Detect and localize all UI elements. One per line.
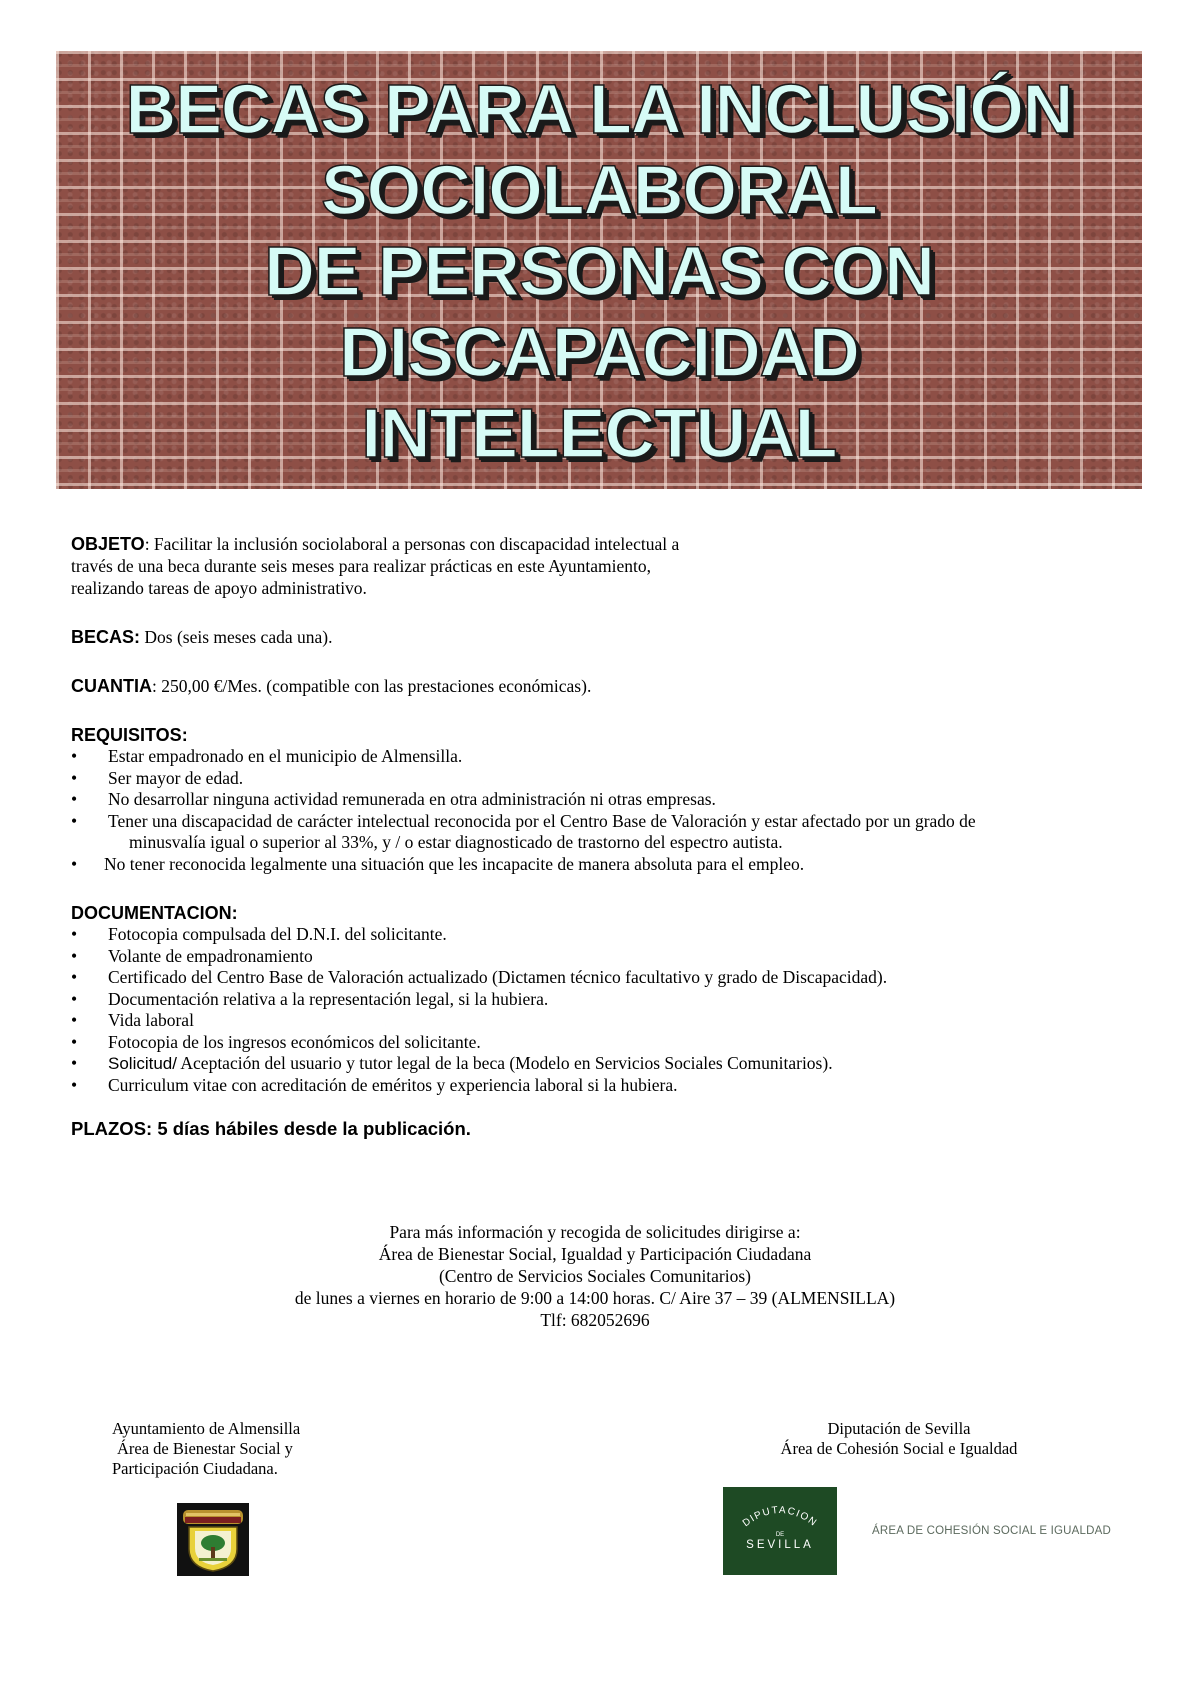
plazos-text: PLAZOS: 5 días hábiles desde la publicación. [71, 1118, 471, 1139]
title-line: DISCAPACIDAD [339, 313, 859, 391]
title-banner [56, 51, 1142, 489]
list-item: • Fotocopia compulsada del D.N.I. del solicitante. [71, 924, 447, 944]
documentacion-section [71, 902, 1131, 1096]
title-line: SOCIOLABORAL [321, 151, 877, 229]
requisitos-section [71, 724, 1131, 875]
page-title [56, 69, 1142, 474]
cuantia-label: CUANTIA [71, 676, 152, 696]
cuantia-text: : 250,00 €/Mes. (compatible con las prestaciones económicas). [152, 676, 592, 696]
documentacion-list [71, 924, 1131, 1096]
list-item: • Ser mayor de edad. [71, 767, 244, 788]
bullet-icon: • [71, 853, 78, 874]
objeto-section [71, 533, 1131, 599]
becas-label: BECAS: [71, 627, 141, 647]
bullet-icon: • [71, 1074, 78, 1095]
becas-section [71, 626, 1131, 648]
logo-de-text: DE [775, 1532, 785, 1538]
main-content [71, 533, 1131, 1140]
list-item: • Estar empadronado en el municipio de Almensilla. [71, 746, 463, 766]
list-item: • Fotocopia de los ingresos económicos del solicitante. [71, 1031, 481, 1052]
list-item: • Curriculum vitae con acreditación de eméritos y experiencia laboral si la hubiera. [71, 1074, 678, 1095]
logo-sevilla-text: SEVILLA [746, 1539, 814, 1551]
objeto-text: : Facilitar la inclusión sociolaboral a personas con discapacidad intelectual a [144, 534, 680, 554]
objeto-text: través de una beca durante seis meses para realizar prácticas en este Ayuntamiento, [71, 556, 652, 576]
list-item: • Solicitud/ Aceptación del usuario y tutor legal de la beca (Modelo en Servicios Sociales Comunitarios). [71, 1053, 833, 1073]
requisitos-heading: REQUISITOS: [71, 725, 188, 745]
contact-line: (Centro de Servicios Sociales Comunitarios) [438, 1266, 752, 1286]
bullet-icon: • [71, 746, 78, 766]
bullet-icon: • [71, 967, 78, 987]
list-item: • Certificado del Centro Base de Valoración actualizado (Dictamen técnico facultativo y grado de Discapacidad). [71, 967, 888, 987]
bullet-icon: • [71, 1053, 78, 1073]
title-line: INTELECTUAL [361, 394, 837, 472]
bullet-icon: • [71, 1010, 78, 1030]
list-item: • Tener una discapacidad de carácter intelectual reconocida por el Centro Base de Valoración y estar afectado por un grado de minusvalía igual o superior al 33%, y / o estar diagnosticado de trastorno del espectro autista. [71, 811, 1131, 854]
bullet-icon: • [71, 810, 78, 831]
bullet-icon: • [71, 945, 78, 966]
bullet-icon: • [71, 988, 78, 1009]
diputacion-credit: Diputación de Sevilla Área de Cohesión Social e Igualdad [780, 1419, 1018, 1458]
area-cohesion-logo-text: ÁREA DE COHESIÓN SOCIAL E IGUALDAD [872, 1525, 1111, 1537]
ayuntamiento-credit: Ayuntamiento de Almensilla Área de Bienestar Social y Participación Ciudadana. [112, 1419, 301, 1478]
objeto-text: realizando tareas de apoyo administrativo. [71, 578, 367, 598]
bullet-icon: • [71, 789, 78, 809]
diputacion-logo [723, 1487, 837, 1575]
contact-line: Área de Bienestar Social, Igualdad y Participación Ciudadana [378, 1244, 812, 1264]
almensilla-crest-icon [177, 1503, 249, 1576]
list-item: • Vida laboral [71, 1010, 194, 1030]
cuantia-section [71, 675, 1131, 697]
contact-phone: Tlf: 682052696 [540, 1310, 650, 1330]
becas-text: Dos (seis meses cada una). [140, 627, 333, 647]
contact-line: de lunes a viernes en horario de 9:00 a 14:00 horas. C/ Aire 37 – 39 (ALMENSILLA) [294, 1288, 896, 1308]
bullet-icon: • [71, 1031, 78, 1052]
contact-info [160, 1221, 1030, 1331]
contact-line: Para más información y recogida de solicitudes dirigirse a: [389, 1222, 801, 1242]
list-item: • Volante de empadronamiento [71, 945, 313, 966]
bullet-icon: • [71, 924, 78, 944]
logo-arc-text: DIPUTACION [740, 1504, 820, 1530]
requisitos-list [71, 746, 1131, 875]
svg-text:DIPUTACION [741, 1505, 819, 1529]
list-item: • No desarrollar ninguna actividad remunerada en otra administración ni otras empresas. [71, 789, 716, 809]
list-item: • No tener reconocida legalmente una situación que les incapacite de manera absoluta para el empleo. [71, 853, 805, 874]
title-line: BECAS PARA LA INCLUSIÓN [125, 70, 1073, 148]
list-item: • Documentación relativa a la representación legal, si la hubiera. [71, 988, 549, 1009]
list-item-continuation: minusvalía igual o superior al 33%, y / o estar diagnosticado de trastorno del espectro autista. [129, 832, 783, 852]
bullet-icon: • [71, 767, 78, 788]
documentacion-heading: DOCUMENTACION: [71, 903, 238, 923]
title-line: DE PERSONAS CON [264, 232, 934, 310]
objeto-label: OBJETO [71, 534, 145, 554]
